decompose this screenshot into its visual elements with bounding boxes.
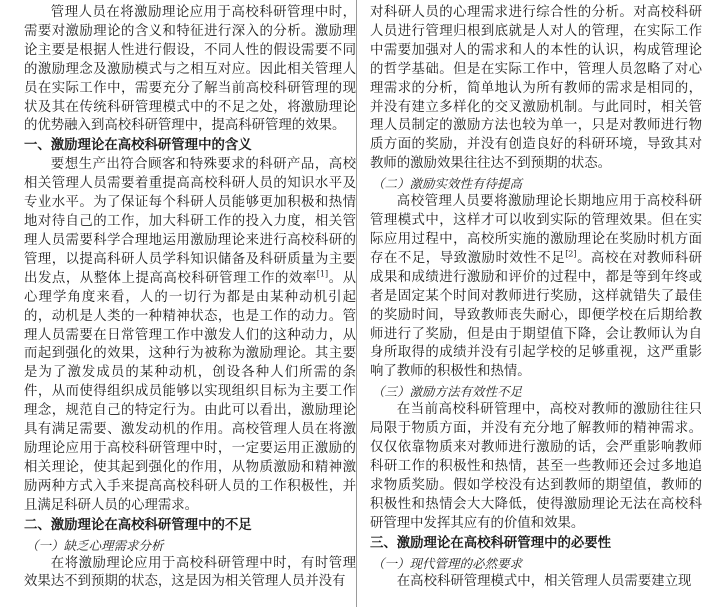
section-1-text-a: 要想生产出符合顾客和特殊要求的科研产品，高校相关管理人员需要着重提高高校科研人员的知识水平及专业水平。为了保证每个科研人员能够更加积极和热情地对待自己的工作，加大科研工作的投入力度，相关管理人员需要科学合理地运用激励理论来进行高校科研的管理，以提高科研人员学科知识储备及科研质量为主要出发点，从整体上提高高校科研管理工作的效率 — [24, 157, 356, 286]
section-1-paragraph — [24, 156, 356, 515]
section-3-1-paragraph: 在高校科研管理模式中，相关管理人员需要建立现 — [396, 573, 692, 589]
section-heading-3: 三、激励理论在高校科研管理中的必要性 — [370, 535, 612, 551]
section-2-3-paragraph: 在当前高校科研管理中，高校对教师的激励往往只局限于物质方面，并没有充分地了解教师的精神需求。仅仅依靠物质来对教师进行激励的话，会严重影响教师科研工作的积极性和热情，甚至一些教师还会过多地追求物质奖励。假如学校没有达到教师的期望值，教师的积极性和热情会大大降低，使得激励理论无法在高校科研管理中发挥其应有的价值和效果。 — [370, 402, 702, 531]
subheading-3-1: （一）现代管理的必然要求 — [372, 555, 523, 571]
section-2-1-paragraph: 在将激励理论应用于高校科研管理中时，有时管理效果达不到预期的状态，这是因为相关管理人员并没有 — [24, 555, 356, 590]
subheading-2-3: （三）激励方法有效性不足 — [372, 384, 523, 400]
section-heading-1: 一、激励理论在高校科研管理中的含义 — [24, 138, 252, 154]
subheading-2-2: （二）激励实效性有待提高 — [372, 176, 523, 192]
subheading-2-1: （一）缺乏心理需求分析 — [26, 537, 164, 553]
section-2-1-continued: 对科研人员的心理需求进行综合性的分析。对高校科研人员进行管理归根到底就是人对人的管理，在实际工作中需要加强对人的需求和人的本性的认识，构成管理论的哲学基础。但是在实际工作中，管理人员忽略了对心理需求的分析，简单地认为所有教师的需求是相同的，并没有建立多样化的交叉激励机制。与此同时，相关管理人员制定的激励方法也较为单一，只是对教师进行物质方面的奖励，并没有创造良好的科研环境，导致其对教师的激励效果往往达不到预期的状态。 — [370, 5, 702, 172]
section-2-2-paragraph — [370, 193, 702, 382]
right-column — [370, 4, 702, 591]
left-column — [24, 4, 356, 592]
section-2-2-text-a: 高校管理人员要将激励理论长期地应用于高校科研管理模式中，这样才可以收到实际的管理效果。但在实际应用过程中，高校所实施的激励理论在奖励时机方面存在不足，导致激励时效性不足 — [370, 194, 702, 266]
section-1-text-b: 。从心理学角度来看，人的一切行为都是由某种动机引起的，动机是人类的一种精神状态，也是工作的动力。管理人员需要在日常管理工作中激发人们的这种动力，从而起到强化的效果，这种行为被称为激励理论。其主要是为了激发成员的某种动机，创设各种人们所需的条件，从而使得组织成员能够以实现组织目标为主要工作理念，规范自己的特定行为。由此可以看出，激励理论具有满足需要、激发动机的作用。高校管理人员在将激励理论应用于高校科研管理中时，一定要运用正激励的相关理论，使其起到强化的作用，从物质激励和精神激励两种方式入手来提高高校科研人员的工作积极性，并且满足科研人员的心理需求。 — [24, 270, 357, 513]
section-2-2-text-b: 。高校在对教师科研成果和成绩进行激励和评价的过程中，都是等到年终或者是固定某个时间对教师进行奖励，这样就错失了最佳的奖励时间，导致教师丧失耐心，即便学校在后期给教师进行了奖励，但是由于期望值下降，会让教师认为自身所取得的成绩并没有引起学校的足够重视，这严重影响了教师的积极性和热情。 — [370, 250, 703, 380]
intro-paragraph: 管理人员在将激励理论应用于高校科研管理中时，需要对激励理论的含义和特征进行深入的分析。激励理论主要是根据人性进行假设，不同人性的假设需要不同的激励理念及激励模式与之相互对应。因此相关管理人员在实际工作中，需要充分了解当前高校科研管理的现状及其在传统科研管理模式中的不足之处，将激励理论的优势融入到高校科研管理中，提高科研管理的效果。 — [24, 5, 356, 134]
section-heading-2: 二、激励理论在高校科研管理中的不足 — [24, 517, 252, 533]
citation-2: [2] — [565, 249, 577, 259]
column-divider — [356, 0, 357, 607]
citation-1: [1] — [316, 269, 329, 279]
